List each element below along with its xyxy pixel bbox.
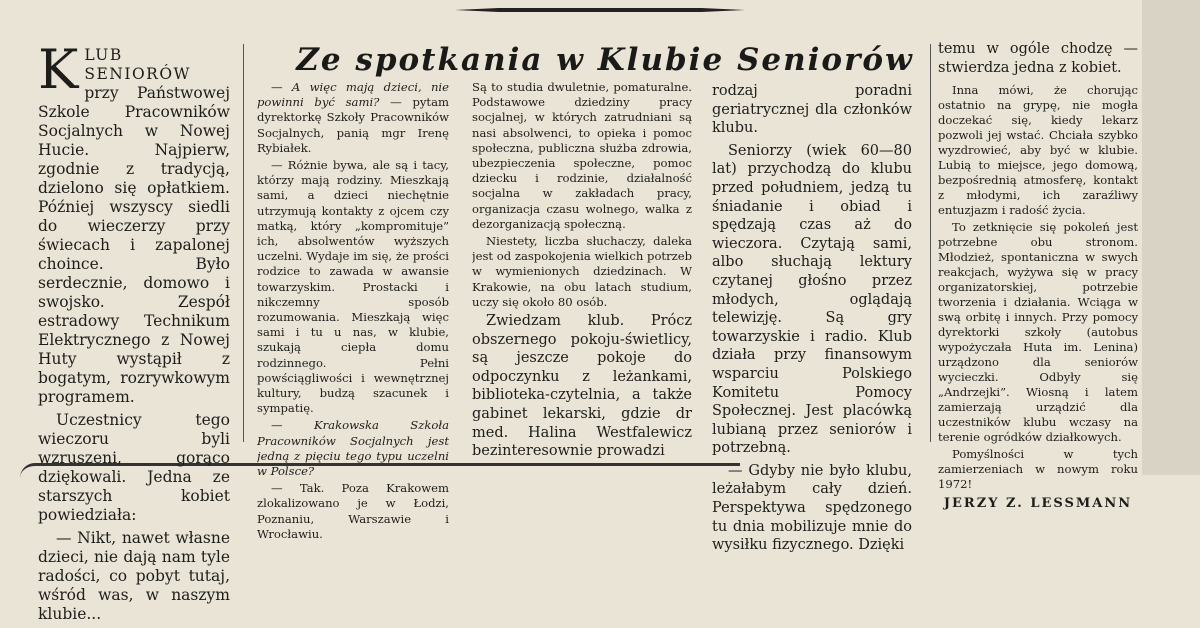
top-ornament-rule: [455, 8, 745, 12]
drop-cap: K: [38, 46, 79, 101]
paragraph: Zwiedzam klub. Prócz obszernego pokoju-świetlicy, są jeszcze pokoje do odpoczynku z leżankami, biblioteka-czytelnia, a także gabinet lekarski, gdzie dr med. Halina Westfalewicz bezinteresownie prowadzi: [472, 313, 692, 460]
paragraph: Uczestnicy tego wieczoru byli wzruszeni, gorąco dziękowali. Jedna ze starszych kobiet powiedziała:: [38, 411, 230, 524]
paragraph: Seniorzy (wiek 60—80 lat) przychodzą do klubu przed południem, jedzą tu śniadanie i obiad i spędzają czas aż do wieczora. Czytają sami, albo słuchają lektury czytanej głośno przez młodych, oglądają telewizję. Są gry towarzyskie i radio. Klub działa przy finansowym wsparciu Polskiego Komitetu Pomocy Społecznej. Jest placówką lubianą przez seniorów i potrzebną.: [712, 142, 912, 457]
article-column-2: [257, 80, 449, 544]
article-column-5: [938, 40, 1138, 513]
paragraph: — Gdyby nie było klubu, leżałabym cały dzień. Perspektywa spędzonego tu dnia mobilizuje mnie do wysiłku fizycznego. Dzięki: [712, 462, 912, 554]
paragraph: — Różnie bywa, ale są i tacy, którzy mają rodziny. Mieszkają sami, a dzieci niechętnie utrzymują kontakty z ojcem czy matką, który „kompromituje” ich, absolwentów wyższych uczelni. Wydaje im się, że prości rodzice to zawada w awansie towarzyskim. Prostacki i nikczemny sposób rozumowania. Mieszkają więc sami i tu u nas, w klubie, szukają ciepła domu rodzinnego. Pełni powściągliwości i wewnętrznej kultury, budzą szacunek i sympatię.: [257, 158, 449, 416]
paragraph: Są to studia dwuletnie, pomaturalne. Podstawowe dziedziny pracy socjalnej, w których zatrudniani są nasi absolwenci, to opieka i pomoc społeczna, publiczna służba zdrowia, ubezpieczenia społeczne, pomoc dziecku i rodzinie, działalność socjalna w zakładach pracy, organizacja czasu wolnego, walka z dezorganizacją społeczną.: [472, 80, 692, 231]
paragraph: Pomyślności w tych zamierzeniach w nowym roku 1972!: [938, 447, 1138, 492]
paragraph: — pytam dyrektorkę Szkoły Pracowników Socjalnych, panią mgr Irenę Rybiałek.: [257, 95, 449, 155]
paragraph: — Nikt, nawet własne dzieci, nie dają nam tyle radości, co pobyt tutaj, wśród was, w naszym klubie...: [38, 529, 230, 623]
column-divider: [243, 44, 244, 442]
author-signature: JERZY Z. LESSMANN: [943, 496, 1133, 512]
article-column-1: [38, 46, 230, 628]
article-column-3: [472, 80, 692, 463]
interview-question: — Krakowska Szkoła Pracowników Socjalnych jest jedną z pięciu tego typu uczelni w Polsce?: [257, 418, 449, 479]
paragraph: Niestety, liczba słuchaczy, daleka jest od zaspokojenia wielkich potrzeb w wymienionych dziedzinach. W Krakowie, na obu latach studium, uczy się około 80 osób.: [472, 234, 692, 309]
lead-caps: LUB SENIORÓW: [84, 46, 191, 83]
adjacent-page-edge: [1142, 0, 1200, 475]
paragraph: — Tak. Poza Krakowem zlokalizowano je w Łodzi, Poznaniu, Warszawie i Wrocławiu.: [257, 481, 449, 541]
paragraph: To zetknięcie się pokoleń jest potrzebne obu stronom. Młodzież, spontaniczna w swych reakcjach, wyżywa się w pracy organizatorskiej, potrzebie tworzenia i działania. Wciąga w swą orbitę i innych. Przy pomocy dyrektorki szkoły (autobus wypożyczała Huta im. Lenina) urządzono dla seniorów wycieczki. Odbyły się „Andrzejki”. Wiosną i latem zamierzają urządzić dla uczestników klubu wczasy na terenie ogródków działkowych.: [938, 220, 1138, 445]
paragraph: temu w ogóle chodzę — stwierdza jedna z kobiet.: [938, 41, 1138, 76]
article-column-4: [712, 82, 912, 559]
lead-paragraph: przy Państwowej Szkole Pracowników Socjalnych w Nowej Hucie. Najpierw, zgodnie z tradycją, dzielono się opłatkiem. Później wszyscy siedli do wieczerzy przy świecach i zapalonej choince. Było serdecznie, domowo i swojsko. Zespół estradowy Technikum Elektrycznego z Nowej Huty wystąpił z bogatym, rozrywkowym programem.: [38, 84, 230, 406]
column-divider: [930, 44, 931, 442]
article-headline: Ze spotkania w Klubie Seniorów: [296, 42, 914, 78]
paragraph: Inna mówi, że chorując ostatnio na grypę, nie mogła doczekać się, kiedy lekarz pozwoli jej wstać. Chciała szybko wyzdrowieć, aby być w klubie. Lubią to miejsce, jego domową, bezpośrednią atmosferę, kontakt z młodymi, ich zaraźliwy entuzjazm i radość życia.: [938, 83, 1138, 218]
paragraph: rodzaj poradni geriatrycznej dla członków klubu.: [712, 83, 912, 137]
interview-question: — A więc mają dzieci, nie powinni być sami?: [257, 80, 449, 110]
